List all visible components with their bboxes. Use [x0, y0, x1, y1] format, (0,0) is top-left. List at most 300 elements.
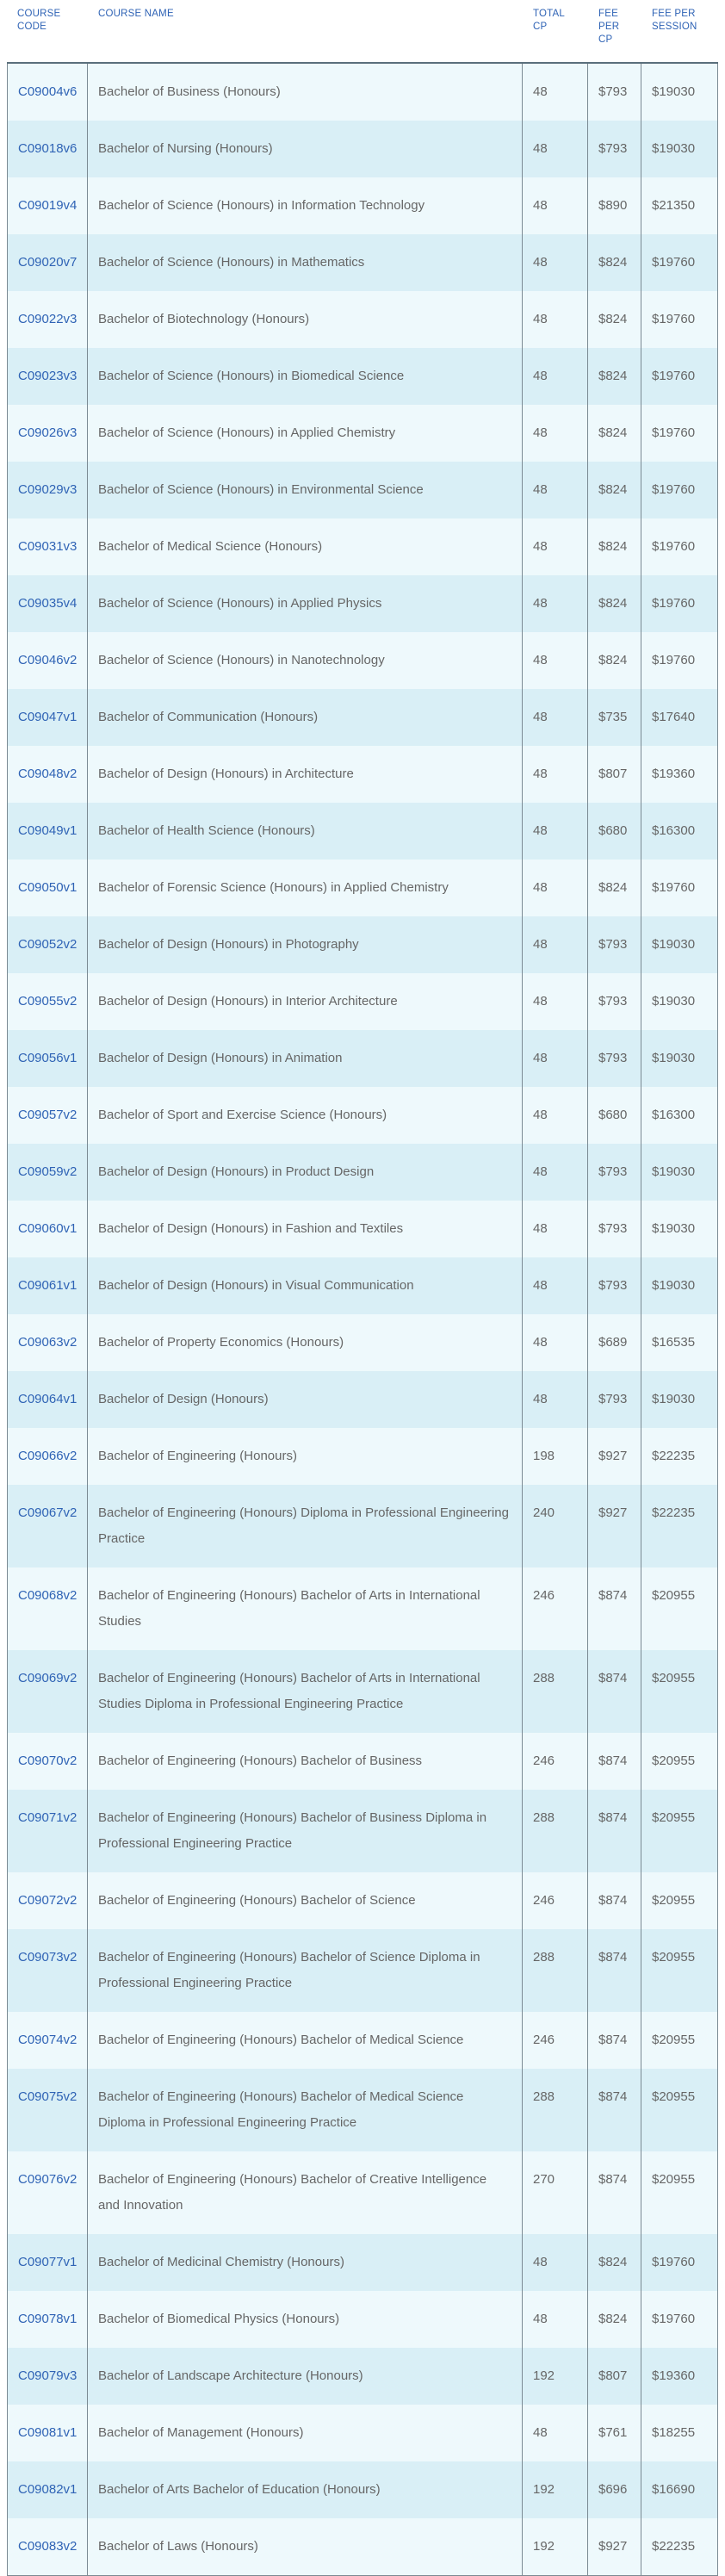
course-name-text: Bachelor of Design (Honours) in Photography	[98, 937, 359, 952]
fee-per-session-text: $19760	[652, 482, 696, 497]
course-code-link[interactable]: C09083v2	[18, 2539, 77, 2554]
course-name-cell	[88, 2069, 523, 2151]
course-code-cell	[8, 2234, 88, 2291]
fee-per-cp-text: $824	[598, 2255, 628, 2269]
fee-per-session-text: $20955	[652, 2172, 696, 2187]
course-name-text: Bachelor of Design (Honours) in Product Design	[98, 1164, 375, 1179]
course-name-cell	[88, 1485, 523, 1567]
table-row	[8, 1201, 717, 1257]
table-row	[8, 803, 717, 860]
total-cp-cell	[523, 234, 588, 291]
course-code-link[interactable]: C09070v2	[18, 1754, 77, 1768]
course-code-cell	[8, 632, 88, 689]
header-course-code	[7, 8, 88, 34]
table-row	[8, 1371, 717, 1428]
fee-per-cp-text: $874	[598, 1754, 628, 1768]
course-code-link[interactable]: C09063v2	[18, 1335, 77, 1350]
course-code-link[interactable]: C09055v2	[18, 994, 77, 1009]
total-cp-cell	[523, 746, 588, 803]
total-cp-cell	[523, 2291, 588, 2348]
total-cp-text: 48	[533, 880, 548, 895]
total-cp-cell	[523, 1650, 588, 1733]
course-code-link[interactable]: C09048v2	[18, 767, 77, 781]
fee-per-cp-cell	[588, 1428, 641, 1485]
fee-per-session-cell	[641, 1030, 717, 1087]
course-code-cell	[8, 1567, 88, 1650]
fee-per-cp-cell	[588, 632, 641, 689]
fee-per-session-text: $19030	[652, 1221, 696, 1236]
course-code-link[interactable]: C09026v3	[18, 425, 77, 440]
fee-per-cp-text: $927	[598, 1449, 628, 1463]
fee-per-session-text: $20955	[652, 1754, 696, 1768]
header-fee-per-session-line: SESSION	[652, 22, 697, 32]
course-code-cell	[8, 2518, 88, 2575]
header-fee-per-cp	[588, 8, 641, 47]
course-code-link[interactable]: C09052v2	[18, 937, 77, 952]
course-code-link[interactable]: C09066v2	[18, 1449, 77, 1463]
fee-per-cp-text: $793	[598, 994, 628, 1009]
fee-per-cp-cell	[588, 1087, 641, 1144]
fee-per-cp-text: $824	[598, 880, 628, 895]
course-code-link[interactable]: C09064v1	[18, 1392, 77, 1406]
course-code-link[interactable]: C09019v4	[18, 198, 77, 213]
course-name-cell	[88, 1567, 523, 1650]
course-code-link[interactable]: C09029v3	[18, 482, 77, 497]
course-name-text: Bachelor of Science (Honours) in Nanotechnology	[98, 653, 385, 667]
fee-per-session-text: $17640	[652, 710, 696, 724]
table-row	[8, 1030, 717, 1087]
course-code-link[interactable]: C09047v1	[18, 710, 77, 724]
fee-per-cp-text: $793	[598, 141, 628, 156]
fee-per-cp-text: $680	[598, 823, 628, 838]
course-code-link[interactable]: C09082v1	[18, 2482, 77, 2497]
table-row	[8, 234, 717, 291]
total-cp-cell	[523, 1485, 588, 1567]
header-fee-per-cp-line: PER	[598, 22, 620, 32]
fee-per-cp-cell	[588, 1872, 641, 1929]
fee-per-cp-text: $874	[598, 2089, 628, 2104]
total-cp-text: 48	[533, 653, 548, 667]
total-cp-text: 288	[533, 2089, 555, 2104]
course-name-text: Bachelor of Health Science (Honours)	[98, 823, 315, 838]
fee-per-session-text: $19360	[652, 767, 696, 781]
table-row	[8, 632, 717, 689]
fee-per-session-text: $20955	[652, 1588, 696, 1603]
fee-per-cp-cell	[588, 689, 641, 746]
course-name-text: Bachelor of Engineering (Honours) Bachelor of Science	[98, 1893, 416, 1908]
course-name-text: Bachelor of Sport and Exercise Science (Honours)	[98, 1108, 387, 1122]
table-row	[8, 1428, 717, 1485]
header-total-cp-line: TOTAL	[533, 9, 565, 19]
fee-per-session-text: $16300	[652, 823, 696, 838]
table-row	[8, 2012, 717, 2069]
table-row	[8, 1485, 717, 1567]
total-cp-cell	[523, 1733, 588, 1790]
course-code-link[interactable]: C09022v3	[18, 312, 77, 326]
fee-per-session-cell	[641, 2291, 717, 2348]
fee-per-session-text: $19030	[652, 1278, 696, 1293]
course-name-text: Bachelor of Engineering (Honours) Bachelor of Medical Science Diploma in Professional Engineering Practice	[98, 2089, 464, 2130]
fee-per-session-text: $20955	[652, 2089, 696, 2104]
course-name-text: Bachelor of Engineering (Honours) Bachelor of Science Diploma in Professional Engineering Practice	[98, 1950, 480, 1990]
fee-per-session-cell	[641, 1567, 717, 1650]
fee-per-cp-text: $793	[598, 1221, 628, 1236]
fee-per-cp-text: $874	[598, 1893, 628, 1908]
course-name-text: Bachelor of Biotechnology (Honours)	[98, 312, 310, 326]
course-name-text: Bachelor of Science (Honours) in Environmental Science	[98, 482, 424, 497]
fee-per-session-text: $22235	[652, 1505, 696, 1520]
fee-per-cp-text: $824	[598, 539, 628, 554]
table-row	[8, 575, 717, 632]
fee-per-cp-cell	[588, 973, 641, 1030]
total-cp-cell	[523, 1790, 588, 1872]
course-code-cell	[8, 860, 88, 916]
fee-per-session-text: $22235	[652, 1449, 696, 1463]
course-code-link[interactable]: C09060v1	[18, 1221, 77, 1236]
course-code-cell	[8, 234, 88, 291]
fee-per-cp-cell	[588, 860, 641, 916]
header-course-name-line: COURSE NAME	[98, 9, 174, 19]
course-code-link[interactable]: C09067v2	[18, 1505, 77, 1520]
course-name-cell	[88, 405, 523, 462]
total-cp-text: 48	[533, 710, 548, 724]
course-name-cell	[88, 121, 523, 177]
fee-per-cp-cell	[588, 2069, 641, 2151]
course-code-link[interactable]: C09023v3	[18, 369, 77, 383]
course-code-link[interactable]: C09068v2	[18, 1588, 77, 1603]
total-cp-text: 48	[533, 369, 548, 383]
table-row	[8, 2461, 717, 2518]
course-code-cell	[8, 1201, 88, 1257]
total-cp-cell	[523, 1567, 588, 1650]
fee-per-cp-cell	[588, 2461, 641, 2518]
table-row	[8, 64, 717, 121]
course-code-cell	[8, 689, 88, 746]
fee-per-cp-text: $874	[598, 1810, 628, 1825]
course-name-text: Bachelor of Arts Bachelor of Education (Honours)	[98, 2482, 381, 2497]
course-name-cell	[88, 1790, 523, 1872]
total-cp-cell	[523, 2461, 588, 2518]
course-code-cell	[8, 121, 88, 177]
total-cp-cell	[523, 973, 588, 1030]
course-name-cell	[88, 2461, 523, 2518]
fee-per-cp-text: $793	[598, 937, 628, 952]
fee-per-session-cell	[641, 2012, 717, 2069]
header-course-code-line: CODE	[17, 22, 47, 32]
fee-per-session-cell	[641, 1650, 717, 1733]
course-name-text: Bachelor of Science (Honours) in Applied Chemistry	[98, 425, 396, 440]
course-code-link[interactable]: C09079v3	[18, 2368, 77, 2383]
fee-per-cp-cell	[588, 1201, 641, 1257]
fee-per-session-cell	[641, 1087, 717, 1144]
course-name-cell	[88, 689, 523, 746]
fee-per-session-cell	[641, 1485, 717, 1567]
fee-per-cp-text: $874	[598, 2172, 628, 2187]
fee-per-cp-text: $824	[598, 425, 628, 440]
total-cp-text: 48	[533, 1278, 548, 1293]
table-row	[8, 689, 717, 746]
fee-per-cp-cell	[588, 177, 641, 234]
course-code-cell	[8, 746, 88, 803]
course-name-cell	[88, 632, 523, 689]
fee-per-cp-cell	[588, 2151, 641, 2234]
header-fee-per-cp-line: FEE	[598, 9, 618, 19]
course-name-cell	[88, 2012, 523, 2069]
fee-per-session-text: $19760	[652, 880, 696, 895]
course-name-cell	[88, 2291, 523, 2348]
fee-per-cp-text: $890	[598, 198, 628, 213]
total-cp-text: 48	[533, 994, 548, 1009]
course-code-cell	[8, 462, 88, 518]
fee-per-session-cell	[641, 1144, 717, 1201]
fee-per-session-cell	[641, 575, 717, 632]
fee-per-cp-text: $793	[598, 1051, 628, 1065]
course-code-cell	[8, 291, 88, 348]
course-code-link[interactable]: C09035v4	[18, 596, 77, 611]
course-name-text: Bachelor of Laws (Honours)	[98, 2539, 258, 2554]
table-row	[8, 2291, 717, 2348]
header-fee-per-session-line: FEE PER	[652, 9, 696, 19]
course-code-cell	[8, 1257, 88, 1314]
total-cp-cell	[523, 2151, 588, 2234]
fee-per-cp-cell	[588, 2348, 641, 2405]
fee-per-session-cell	[641, 1872, 717, 1929]
table-row	[8, 2069, 717, 2151]
total-cp-text: 48	[533, 2425, 548, 2440]
total-cp-cell	[523, 2012, 588, 2069]
course-name-text: Bachelor of Engineering (Honours)	[98, 1449, 297, 1463]
total-cp-cell	[523, 64, 588, 121]
course-code-link[interactable]: C09018v6	[18, 141, 77, 156]
fee-per-cp-cell	[588, 1567, 641, 1650]
fee-per-session-text: $20955	[652, 1893, 696, 1908]
course-code-link[interactable]: C09075v2	[18, 2089, 77, 2104]
fee-per-cp-cell	[588, 1257, 641, 1314]
course-code-cell	[8, 1790, 88, 1872]
fee-per-session-text: $21350	[652, 198, 696, 213]
total-cp-text: 288	[533, 1810, 555, 1825]
total-cp-text: 192	[533, 2368, 555, 2383]
fee-per-session-cell	[641, 1733, 717, 1790]
fee-per-cp-text: $874	[598, 1950, 628, 1965]
course-name-cell	[88, 803, 523, 860]
fee-per-session-cell	[641, 2405, 717, 2461]
course-name-text: Bachelor of Science (Honours) in Mathematics	[98, 255, 365, 270]
course-name-cell	[88, 1087, 523, 1144]
fee-per-session-cell	[641, 746, 717, 803]
fee-per-cp-text: $807	[598, 767, 628, 781]
table-row	[8, 2348, 717, 2405]
course-code-link[interactable]: C09049v1	[18, 823, 77, 838]
course-code-link[interactable]: C09073v2	[18, 1950, 77, 1965]
table-row	[8, 1257, 717, 1314]
fee-per-cp-text: $824	[598, 653, 628, 667]
course-code-link[interactable]: C09061v1	[18, 1278, 77, 1293]
total-cp-cell	[523, 1144, 588, 1201]
course-code-link[interactable]: C09069v2	[18, 1671, 77, 1685]
total-cp-cell	[523, 1201, 588, 1257]
total-cp-text: 48	[533, 823, 548, 838]
course-code-cell	[8, 1872, 88, 1929]
course-name-text: Bachelor of Design (Honours) in Visual Communication	[98, 1278, 414, 1293]
course-code-link[interactable]: C09056v1	[18, 1051, 77, 1065]
fee-per-session-cell	[641, 1201, 717, 1257]
table-row	[8, 291, 717, 348]
course-name-cell	[88, 64, 523, 121]
fee-per-session-text: $16300	[652, 1108, 696, 1122]
fee-per-session-cell	[641, 1790, 717, 1872]
course-code-link[interactable]: C09076v2	[18, 2172, 77, 2187]
fee-per-session-text: $19760	[652, 596, 696, 611]
course-name-cell	[88, 2234, 523, 2291]
course-name-text: Bachelor of Management (Honours)	[98, 2425, 304, 2440]
fee-per-cp-cell	[588, 2234, 641, 2291]
course-code-link[interactable]: C09031v3	[18, 539, 77, 554]
total-cp-text: 48	[533, 198, 548, 213]
fee-per-cp-cell	[588, 234, 641, 291]
total-cp-text: 192	[533, 2539, 555, 2554]
table-row	[8, 916, 717, 973]
fee-per-cp-cell	[588, 405, 641, 462]
total-cp-text: 270	[533, 2172, 555, 2187]
fee-per-cp-cell	[588, 291, 641, 348]
course-name-cell	[88, 916, 523, 973]
fee-per-session-cell	[641, 291, 717, 348]
fee-per-session-text: $20955	[652, 1810, 696, 1825]
fee-per-cp-cell	[588, 2291, 641, 2348]
course-name-cell	[88, 234, 523, 291]
fee-per-cp-text: $696	[598, 2482, 628, 2497]
table-row	[8, 1733, 717, 1790]
course-code-link[interactable]: C09078v1	[18, 2312, 77, 2326]
course-name-text: Bachelor of Engineering (Honours) Bachelor of Creative Intelligence and Innovation	[98, 2172, 487, 2213]
course-code-cell	[8, 348, 88, 405]
fee-per-session-cell	[641, 462, 717, 518]
course-code-link[interactable]: C09046v2	[18, 653, 77, 667]
fee-per-cp-text: $927	[598, 2539, 628, 2554]
total-cp-text: 246	[533, 2033, 555, 2047]
fee-per-session-cell	[641, 405, 717, 462]
total-cp-cell	[523, 803, 588, 860]
course-code-cell	[8, 1929, 88, 2012]
course-name-text: Bachelor of Business (Honours)	[98, 84, 281, 99]
course-name-cell	[88, 1144, 523, 1201]
table-row	[8, 1790, 717, 1872]
total-cp-text: 48	[533, 937, 548, 952]
total-cp-cell	[523, 2518, 588, 2575]
fee-per-session-text: $19360	[652, 2368, 696, 2383]
course-code-link[interactable]: C09057v2	[18, 1108, 77, 1122]
course-code-link[interactable]: C09020v7	[18, 255, 77, 270]
total-cp-cell	[523, 1314, 588, 1371]
fee-per-cp-text: $824	[598, 312, 628, 326]
course-code-cell	[8, 2348, 88, 2405]
total-cp-cell	[523, 2069, 588, 2151]
fee-per-cp-text: $824	[598, 2312, 628, 2326]
table-row	[8, 1567, 717, 1650]
fees-table-page	[7, 0, 718, 2576]
course-name-text: Bachelor of Engineering (Honours) Bachelor of Arts in International Studies Diploma in Professional Engineering Practice	[98, 1671, 480, 1711]
fee-per-cp-text: $927	[598, 1505, 628, 1520]
fee-per-cp-cell	[588, 348, 641, 405]
course-name-text: Bachelor of Engineering (Honours) Bachelor of Business Diploma in Professional Engineering Practice	[98, 1810, 487, 1851]
course-code-cell	[8, 2151, 88, 2234]
fee-per-session-text: $19030	[652, 994, 696, 1009]
fee-per-cp-text: $807	[598, 2368, 628, 2383]
course-code-cell	[8, 177, 88, 234]
course-name-cell	[88, 1314, 523, 1371]
fee-per-cp-cell	[588, 1650, 641, 1733]
course-code-link[interactable]: C09050v1	[18, 880, 77, 895]
table-row	[8, 1314, 717, 1371]
course-code-cell	[8, 1485, 88, 1567]
course-code-link[interactable]: C09077v1	[18, 2255, 77, 2269]
course-name-cell	[88, 1733, 523, 1790]
total-cp-cell	[523, 291, 588, 348]
table-row	[8, 2151, 717, 2234]
total-cp-cell	[523, 348, 588, 405]
fee-per-cp-cell	[588, 803, 641, 860]
course-name-text: Bachelor of Engineering (Honours) Bachelor of Arts in International Studies	[98, 1588, 480, 1629]
fee-per-session-cell	[641, 689, 717, 746]
fee-per-session-text: $19030	[652, 1164, 696, 1179]
course-fees-table	[7, 64, 718, 2576]
course-name-text: Bachelor of Design (Honours) in Architecture	[98, 767, 354, 781]
fee-per-session-cell	[641, 177, 717, 234]
course-name-cell	[88, 348, 523, 405]
course-name-text: Bachelor of Nursing (Honours)	[98, 141, 273, 156]
course-code-link[interactable]: C09004v6	[18, 84, 77, 99]
total-cp-cell	[523, 405, 588, 462]
fee-per-session-cell	[641, 348, 717, 405]
total-cp-text: 48	[533, 767, 548, 781]
course-code-cell	[8, 1428, 88, 1485]
total-cp-text: 48	[533, 425, 548, 440]
table-row	[8, 1087, 717, 1144]
course-code-link[interactable]: C09059v2	[18, 1164, 77, 1179]
course-code-cell	[8, 916, 88, 973]
course-code-cell	[8, 973, 88, 1030]
total-cp-cell	[523, 121, 588, 177]
total-cp-text: 48	[533, 539, 548, 554]
course-name-cell	[88, 1929, 523, 2012]
course-code-link[interactable]: C09074v2	[18, 2033, 77, 2047]
total-cp-text: 246	[533, 1588, 555, 1603]
course-name-cell	[88, 1257, 523, 1314]
course-code-link[interactable]: C09071v2	[18, 1810, 77, 1825]
fee-per-session-text: $19760	[652, 312, 696, 326]
table-row	[8, 121, 717, 177]
course-code-link[interactable]: C09072v2	[18, 1893, 77, 1908]
fee-per-session-cell	[641, 1314, 717, 1371]
fee-per-cp-text: $680	[598, 1108, 628, 1122]
fee-per-session-cell	[641, 64, 717, 121]
course-name-text: Bachelor of Communication (Honours)	[98, 710, 319, 724]
fee-per-session-text: $19030	[652, 1392, 696, 1406]
total-cp-text: 288	[533, 1671, 555, 1685]
course-code-cell	[8, 64, 88, 121]
table-row	[8, 2405, 717, 2461]
fee-per-session-text: $19760	[652, 653, 696, 667]
course-name-text: Bachelor of Engineering (Honours) Bachelor of Business	[98, 1754, 423, 1768]
course-name-cell	[88, 462, 523, 518]
course-code-link[interactable]: C09081v1	[18, 2425, 77, 2440]
fee-per-session-cell	[641, 2234, 717, 2291]
course-name-cell	[88, 973, 523, 1030]
fee-per-session-text: $19760	[652, 369, 696, 383]
fee-per-cp-text: $793	[598, 1392, 628, 1406]
total-cp-cell	[523, 860, 588, 916]
